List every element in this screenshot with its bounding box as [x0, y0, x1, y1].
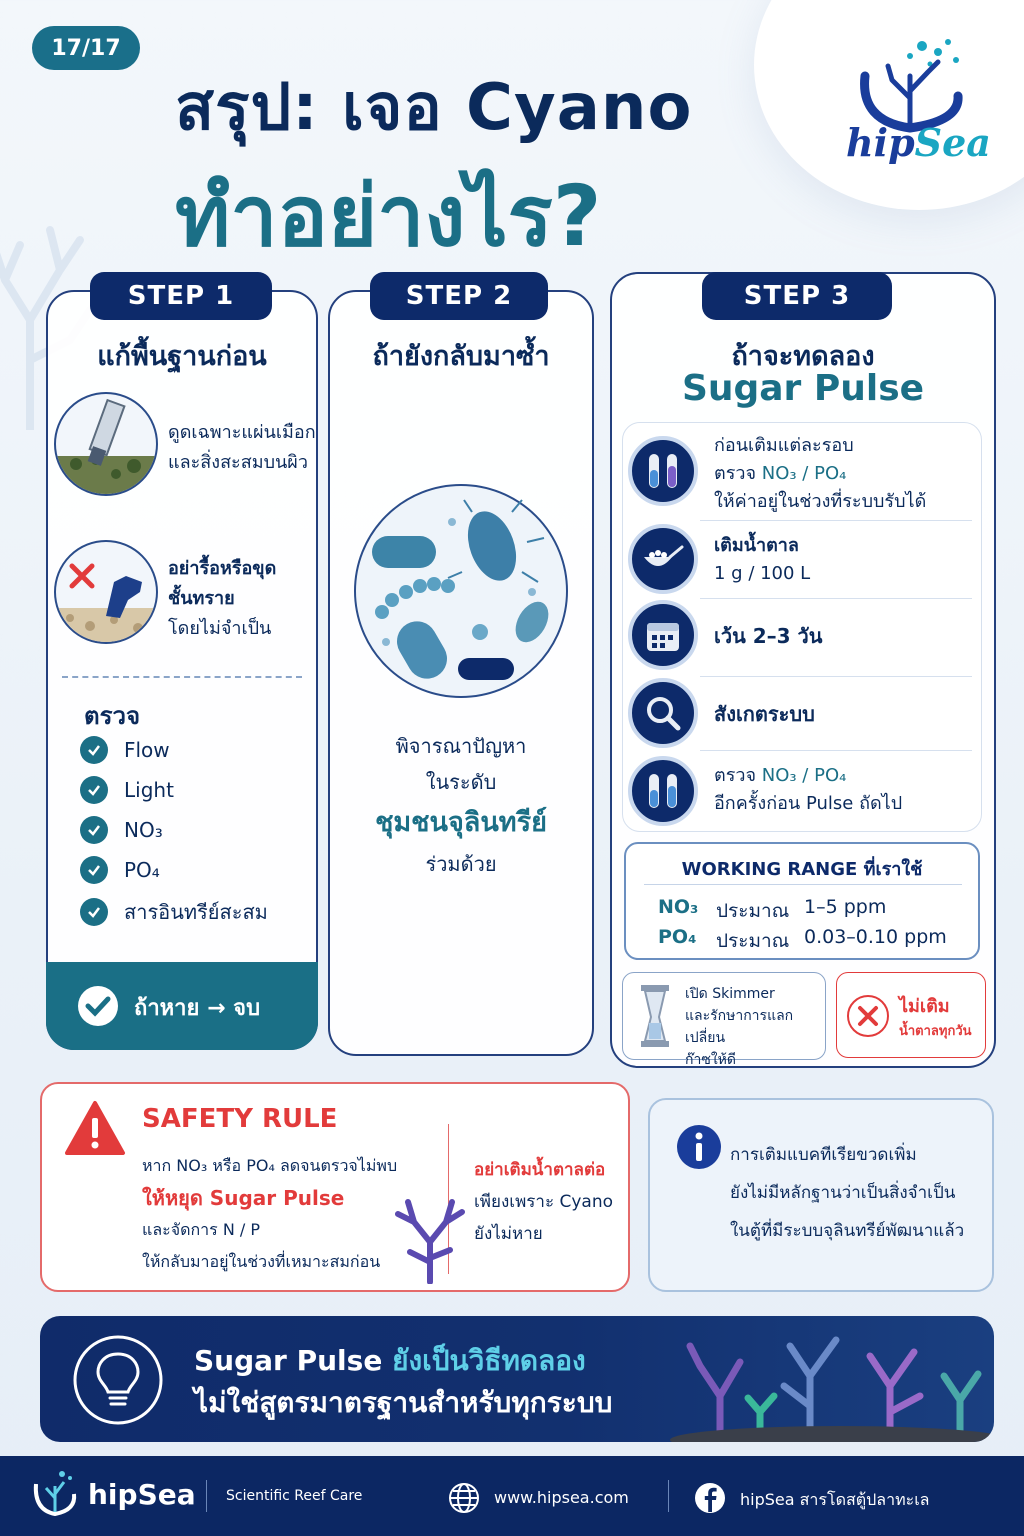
footer-facebook-link[interactable]: hipSea สารโดสตู้ปลาทะเล: [740, 1490, 930, 1509]
safety-side-note: อย่าเติมน้ำตาลต่อ เพียงเพราะ Cyano ยังไม่หาย: [474, 1160, 614, 1244]
row-divider: [700, 520, 972, 521]
sugar-spoon-icon: [628, 524, 698, 594]
no-daily-sugar-note: [836, 972, 986, 1058]
footer-brand: hipSea: [88, 1478, 196, 1511]
x-circle-icon: [845, 993, 891, 1039]
hipsea-footer-logo-icon: [28, 1470, 82, 1522]
row-divider: [700, 676, 972, 677]
warning-icon: [64, 1100, 126, 1156]
vacuum-siphon-illustration: [54, 392, 158, 496]
row-divider: [700, 598, 972, 599]
working-range-box: [624, 842, 980, 960]
title-line-2: ทำอย่างไร?: [175, 167, 602, 265]
info-icon: [676, 1124, 722, 1170]
check-icon: [80, 856, 108, 884]
range-approx: ประมาณ: [716, 930, 790, 952]
title-line-1: สรุป: เจอ Cyano: [175, 71, 693, 145]
footer-tagline: Scientific Reef Care: [226, 1488, 363, 1504]
info-box: [648, 1098, 994, 1292]
step1-item2-text: อย่ารื้อหรือขุด ชั้นทราย โดยไม่จำเป็น: [168, 558, 277, 639]
step3-label: STEP 3: [702, 272, 892, 320]
safety-rule-box: [40, 1082, 630, 1292]
step2-heading: ถ้ายังกลับมาซ้ำ: [372, 341, 550, 372]
magnifier-icon: [628, 678, 698, 748]
step1-heading: แก้พื้นฐานก่อน: [97, 341, 267, 372]
step1-result-text: ถ้าหาย → จบ: [134, 996, 261, 1021]
step3-row3-text: เว้น 2–3 วัน: [714, 624, 823, 648]
facebook-icon: [694, 1482, 726, 1514]
check-icon: [80, 898, 108, 926]
step1-result-bar: [46, 962, 318, 1050]
coral-reef-illustration: [660, 1316, 994, 1442]
range-approx: ประมาณ: [716, 900, 790, 922]
check-item-light: Light: [80, 776, 174, 804]
step1-label: STEP 1: [90, 272, 272, 320]
step3-row4-text: สังเกตระบบ: [714, 702, 815, 726]
no-sugar-text: ไม่เติม น้ำตาลทุกวัน: [899, 996, 972, 1039]
step3-row1-text: ก่อนเติมแต่ละรอบ ตรวจ NO₃ / PO₄ ให้ค่าอยู่ในช่วงที่ระบบรับได้: [714, 435, 927, 512]
range-value-po4: 0.03–0.10 ppm: [804, 926, 947, 948]
step2-body: พิจารณาปัญหา ในระดับ ชุมชนจุลินทรีย์ ร่วมด้วย: [375, 734, 547, 876]
step3-heading-line2: Sugar Pulse: [681, 368, 925, 409]
banner-text: Sugar Pulse ยังเป็นวิธีทดลอง ไม่ใช่สูตรมาตรฐานสำหรับทุกระบบ: [194, 1344, 613, 1419]
check-item-flow: Flow: [80, 736, 170, 764]
skimmer-note: [622, 972, 826, 1068]
check-item-no3: NO₃: [80, 816, 163, 844]
step2-label: STEP 2: [370, 272, 548, 320]
microbes-illustration: [352, 482, 570, 700]
calendar-icon: [628, 600, 698, 670]
check-icon: [80, 816, 108, 844]
step3-row5-text: ตรวจ NO₃ / PO₄ อีกครั้งก่อน Pulse ถัดไป: [714, 765, 903, 814]
info-text: การเติมแบคทีเรียขวดเพิ่ม ยังไม่มีหลักฐานว่าเป็นสิ่งจำเป็น ในตู้ที่มีระบบจุลินทรีย์พัฒนาแล้ว: [730, 1145, 965, 1241]
safety-title: SAFETY RULE: [142, 1104, 338, 1134]
row-divider: [700, 750, 972, 751]
footer-divider: [206, 1480, 207, 1512]
range-param-no3: NO₃: [658, 896, 699, 918]
range-param-po4: PO₄: [658, 926, 697, 948]
step3-row2-text: เติมน้ำตาล 1 g / 100 L: [714, 535, 811, 584]
footer-divider: [668, 1480, 669, 1512]
range-value-no3: 1–5 ppm: [804, 896, 887, 918]
check-item-po4: PO₄: [80, 856, 160, 884]
coral-icon: [388, 1192, 472, 1284]
step1-divider: [62, 676, 302, 678]
safety-body: หาก NO₃ หรือ PO₄ ลดจนตรวจไม่พบ ให้หยุด Sugar Pulse และจัดการ N / P ให้กลับมาอยู่ในช่วงที่เหมาะสมก่อน: [142, 1156, 398, 1271]
globe-icon: [448, 1482, 480, 1514]
disclaimer-banner: [40, 1316, 994, 1442]
check-title: ตรวจ: [84, 702, 141, 730]
footer-website-link[interactable]: www.hipsea.com: [494, 1488, 629, 1507]
test-tube-icon: [628, 756, 698, 826]
working-range-title: WORKING RANGE ที่เราใช้: [681, 859, 923, 880]
lightbulb-icon: [72, 1334, 164, 1426]
check-circle-icon: [76, 984, 120, 1028]
check-icon: [80, 736, 108, 764]
no-digging-illustration: [54, 540, 158, 644]
step1-item1-text: ดูดเฉพาะแผ่นเมือก และสิ่งสะสมบนผิว: [168, 422, 316, 473]
test-tube-icon: [628, 436, 698, 506]
logo-wordmark: hipSea: [846, 120, 991, 165]
skimmer-icon: [637, 983, 673, 1049]
check-item-organics: สารอินทรีย์สะสม: [80, 896, 268, 928]
page-counter-badge: 17/17: [32, 26, 140, 70]
footer: [0, 1456, 1024, 1536]
skimmer-text: เปิด Skimmer และรักษาการแลกเปลี่ยน ก๊าซให้ดี: [685, 986, 794, 1068]
check-icon: [80, 776, 108, 804]
range-divider: [644, 884, 962, 885]
step3-heading-line1: ถ้าจะทดลอง: [731, 341, 875, 372]
